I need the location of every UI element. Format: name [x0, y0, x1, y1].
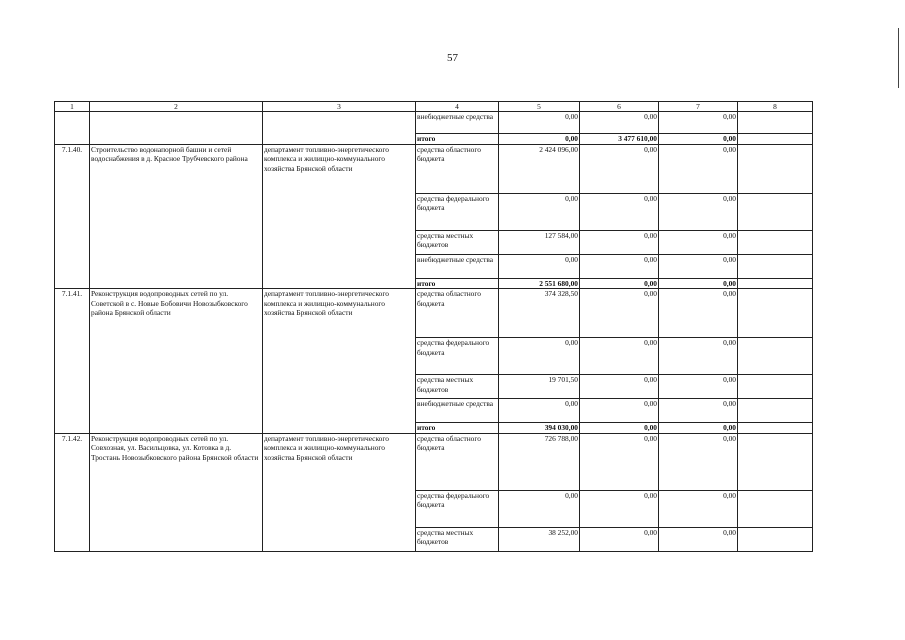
column-number: 8	[738, 102, 813, 112]
value-col-7: 0,00	[659, 375, 738, 399]
column-number: 3	[263, 102, 416, 112]
value-col-5: 38 252,00	[499, 527, 580, 551]
value-col-7: 0,00	[659, 230, 738, 254]
item-code	[55, 112, 90, 145]
value-col-7: 0,00	[659, 193, 738, 230]
value-col-5: 19 701,50	[499, 375, 580, 399]
value-col-6: 0,00	[580, 399, 659, 423]
funding-source: средства федерального бюджета	[416, 193, 499, 230]
funding-source: внебюджетные средства	[416, 112, 499, 134]
value-col-8	[738, 193, 813, 230]
value-col-8	[738, 433, 813, 490]
value-col-6: 0,00	[580, 193, 659, 230]
value-col-8	[738, 144, 813, 193]
value-col-7: 0,00	[659, 278, 738, 289]
value-col-7: 0,00	[659, 490, 738, 527]
value-col-6: 0,00	[580, 490, 659, 527]
item-executor: департамент топливно-энергетического комплекса и жилищно-коммунального хозяйства Брянской области	[263, 144, 416, 289]
funding-source: средства областного бюджета	[416, 144, 499, 193]
item-executor: департамент топливно-энергетического комплекса и жилищно-коммунального хозяйства Брянской области	[263, 433, 416, 551]
budget-table	[54, 101, 813, 552]
value-col-5: 0,00	[499, 134, 580, 145]
value-col-8	[738, 254, 813, 278]
value-col-6: 0,00	[580, 254, 659, 278]
value-col-8	[738, 490, 813, 527]
column-number: 5	[499, 102, 580, 112]
value-col-6: 3 477 610,00	[580, 134, 659, 145]
value-col-8	[738, 112, 813, 134]
funding-source: средства местных бюджетов	[416, 527, 499, 551]
column-number: 4	[416, 102, 499, 112]
value-col-6: 0,00	[580, 289, 659, 338]
value-col-6: 0,00	[580, 112, 659, 134]
page-number: 57	[447, 52, 458, 64]
funding-source: итого	[416, 134, 499, 145]
value-col-7: 0,00	[659, 289, 738, 338]
table-row	[55, 112, 813, 134]
value-col-6: 0,00	[580, 527, 659, 551]
funding-source: средства областного бюджета	[416, 289, 499, 338]
value-col-7: 0,00	[659, 423, 738, 434]
value-col-7: 0,00	[659, 527, 738, 551]
value-col-8	[738, 230, 813, 254]
item-name: Реконструкция водопроводных сетей по ул. Советской в с. Новые Бобовичи Новозыбковского района Брянской области	[90, 289, 263, 434]
value-col-5: 0,00	[499, 338, 580, 375]
column-number: 2	[90, 102, 263, 112]
value-col-5: 0,00	[499, 112, 580, 134]
value-col-8	[738, 278, 813, 289]
value-col-5: 127 584,00	[499, 230, 580, 254]
column-number: 6	[580, 102, 659, 112]
funding-source: средства федерального бюджета	[416, 490, 499, 527]
value-col-8	[738, 399, 813, 423]
item-name: Строительство водонапорной башни и сетей водоснабжения в д. Красное Трубчевского района	[90, 144, 263, 289]
value-col-6: 0,00	[580, 433, 659, 490]
value-col-8	[738, 527, 813, 551]
item-code: 7.1.42.	[55, 433, 90, 551]
table-row	[55, 144, 813, 193]
value-col-6: 0,00	[580, 338, 659, 375]
value-col-6: 0,00	[580, 278, 659, 289]
value-col-5: 394 030,00	[499, 423, 580, 434]
table-row	[55, 433, 813, 490]
value-col-7: 0,00	[659, 112, 738, 134]
column-number: 1	[55, 102, 90, 112]
value-col-7: 0,00	[659, 399, 738, 423]
value-col-7: 0,00	[659, 433, 738, 490]
value-col-6: 0,00	[580, 423, 659, 434]
column-number-row	[55, 102, 813, 112]
margin-mark	[898, 28, 899, 88]
item-name: Реконструкция водопроводных сетей по ул. Совхозная, ул. Васильцовка, ул. Котовка в д. Тростань Новозыбковского района Брянской области	[90, 433, 263, 551]
value-col-6: 0,00	[580, 375, 659, 399]
value-col-5: 726 788,00	[499, 433, 580, 490]
item-executor	[263, 112, 416, 145]
funding-source: средства областного бюджета	[416, 433, 499, 490]
funding-source: средства местных бюджетов	[416, 230, 499, 254]
value-col-5: 2 551 680,00	[499, 278, 580, 289]
column-number: 7	[659, 102, 738, 112]
table-row	[55, 289, 813, 338]
value-col-5: 0,00	[499, 254, 580, 278]
value-col-8	[738, 423, 813, 434]
funding-source: внебюджетные средства	[416, 254, 499, 278]
value-col-7: 0,00	[659, 254, 738, 278]
funding-source: средства местных бюджетов	[416, 375, 499, 399]
value-col-8	[738, 375, 813, 399]
value-col-6: 0,00	[580, 144, 659, 193]
value-col-5: 0,00	[499, 193, 580, 230]
item-code: 7.1.40.	[55, 144, 90, 289]
value-col-5: 374 328,50	[499, 289, 580, 338]
value-col-7: 0,00	[659, 134, 738, 145]
value-col-8	[738, 338, 813, 375]
funding-source: внебюджетные средства	[416, 399, 499, 423]
value-col-8	[738, 134, 813, 145]
value-col-5: 2 424 096,00	[499, 144, 580, 193]
funding-source: итого	[416, 423, 499, 434]
value-col-7: 0,00	[659, 144, 738, 193]
value-col-5: 0,00	[499, 399, 580, 423]
value-col-5: 0,00	[499, 490, 580, 527]
item-executor: департамент топливно-энергетического комплекса и жилищно-коммунального хозяйства Брянской области	[263, 289, 416, 434]
funding-source: итого	[416, 278, 499, 289]
value-col-7: 0,00	[659, 338, 738, 375]
value-col-6: 0,00	[580, 230, 659, 254]
value-col-8	[738, 289, 813, 338]
funding-source: средства федерального бюджета	[416, 338, 499, 375]
item-code: 7.1.41.	[55, 289, 90, 434]
item-name	[90, 112, 263, 145]
